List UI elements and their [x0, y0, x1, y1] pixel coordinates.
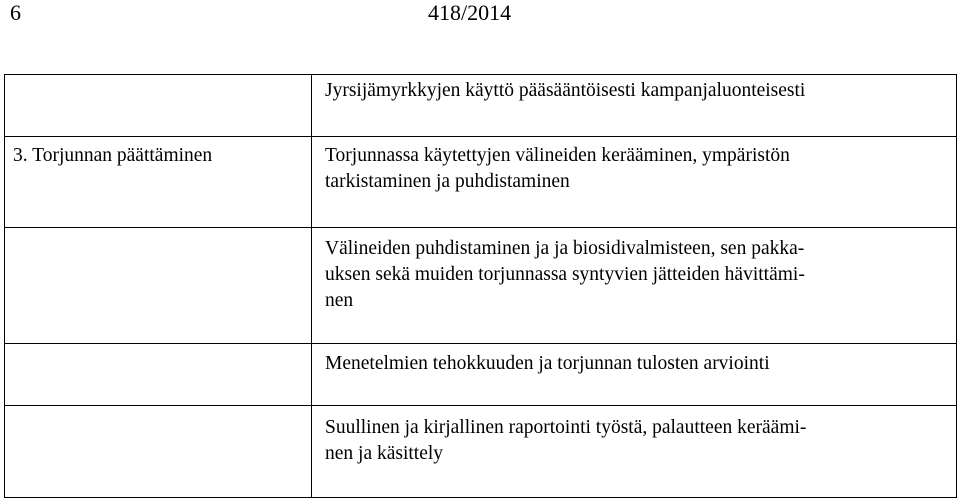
- table-cell-right: [312, 137, 957, 228]
- table-cell-left: [5, 228, 312, 344]
- issue-number: 418/2014: [428, 0, 512, 25]
- cell-text: Torjunnassa käytettyjen välineiden kerääminen, ympäristön tarkistaminen ja puhdistaminen: [325, 145, 790, 192]
- content-table: [4, 74, 957, 498]
- cell-text: 3. Torjunnan päättäminen: [13, 145, 213, 166]
- table-cell-left: [5, 406, 312, 498]
- table-row: [5, 406, 957, 498]
- table-cell-left: [5, 344, 312, 406]
- table-cell-right: [312, 228, 957, 344]
- table-cell-right: [312, 75, 957, 137]
- cell-text: Jyrsijämyrkkyjen käyttö pääsääntöisesti kampanjaluonteisesti: [325, 80, 806, 101]
- table-cell-right: [312, 344, 957, 406]
- table-row: [5, 344, 957, 406]
- table-cell-left: [5, 137, 312, 228]
- table-cell-right: [312, 406, 957, 498]
- table-row: [5, 75, 957, 137]
- page-number: 6: [10, 0, 21, 25]
- table-row: [5, 137, 957, 228]
- cell-text: Suullinen ja kirjallinen raportointi työstä, palautteen keräämi- nen ja käsittely: [325, 417, 807, 464]
- cell-text: Välineiden puhdistaminen ja ja biosidivalmisteen, sen pakka- uksen sekä muiden torjunnassa syntyvien jätteiden hävittämi- nen: [325, 238, 805, 311]
- cell-text: Menetelmien tehokkuuden ja torjunnan tulosten arviointi: [325, 353, 770, 374]
- table-cell-left: [5, 75, 312, 137]
- table-row: [5, 228, 957, 344]
